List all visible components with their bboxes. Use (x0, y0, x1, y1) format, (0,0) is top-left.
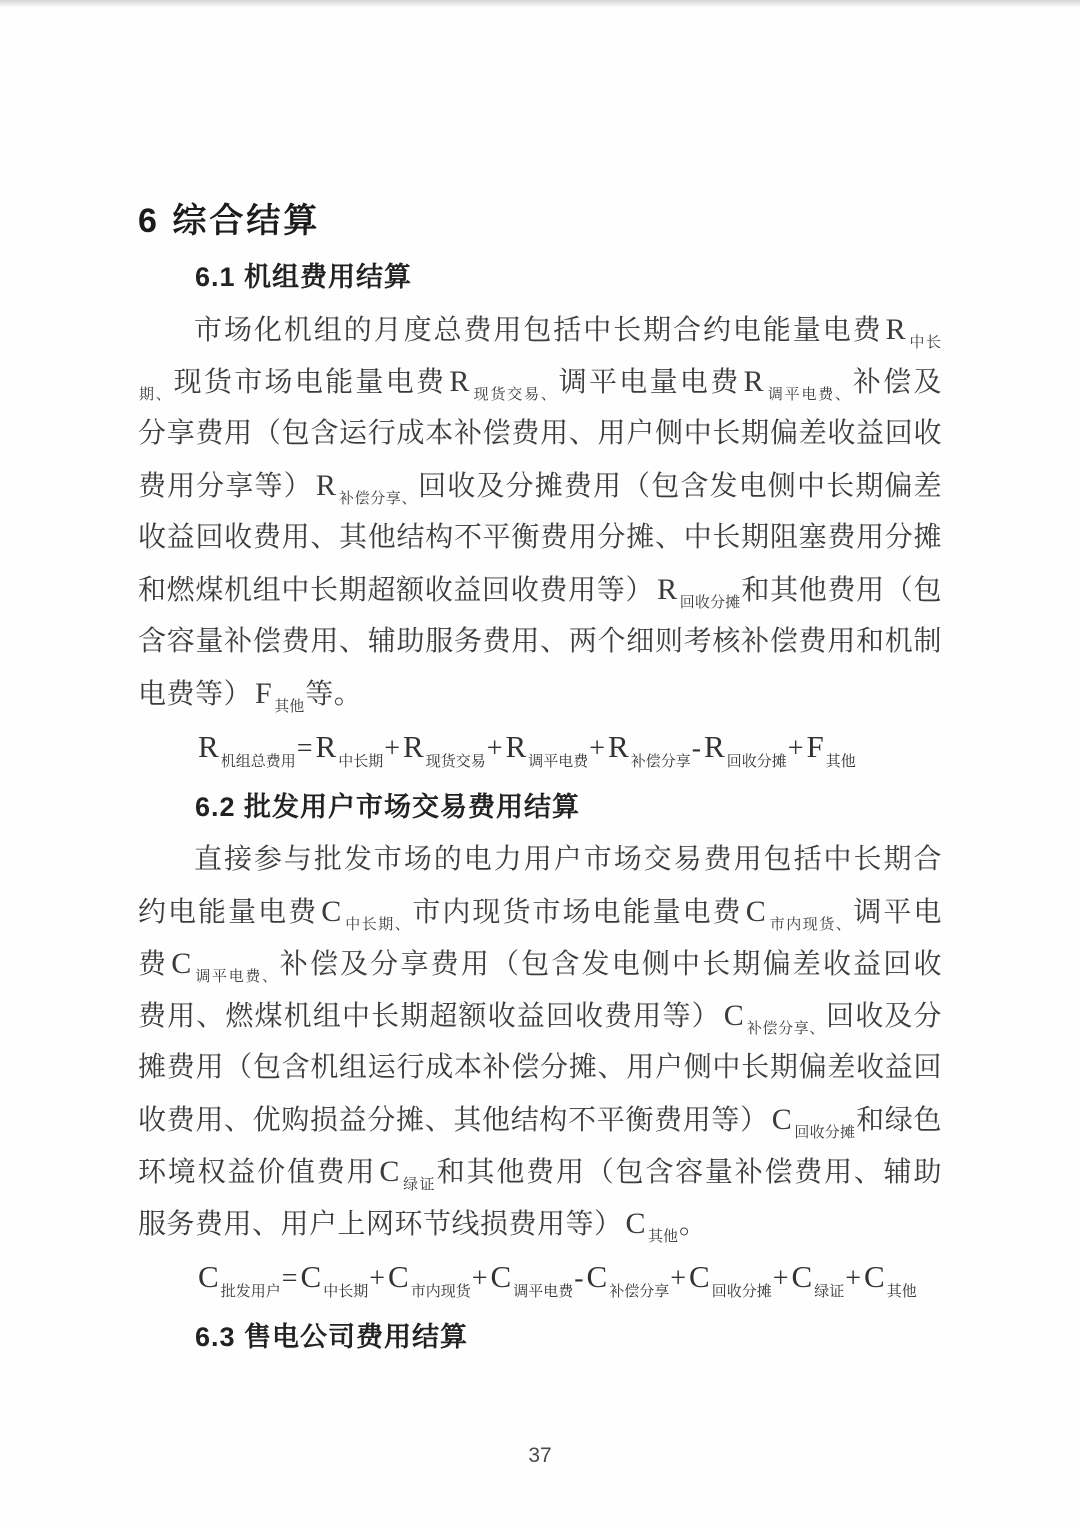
variable-subscript: 调平电费 (528, 754, 589, 770)
text-run: - (691, 733, 702, 764)
text-run: 收益回收费用、其他结构不平衡费用分摊、中长期阻塞费用分摊 (138, 522, 942, 553)
formula-variable: C (771, 1103, 793, 1136)
formula-variable: C (864, 1259, 885, 1294)
variable-subscript: 回收分摊 (711, 1284, 772, 1300)
text-line (138, 1042, 942, 1094)
text-line (138, 512, 942, 564)
formula-variable: F (255, 677, 273, 710)
variable-subscript: 调平电费 (513, 1284, 574, 1300)
text-run: 和燃煤机组中长期超额收益回收费用等） (138, 575, 655, 606)
text-line (138, 668, 942, 720)
formula-variable: R (608, 729, 629, 764)
section-6-2-heading: 6.2 批发用户市场交易费用结算 (195, 792, 581, 822)
variable-subscript: 期、 (139, 387, 173, 403)
variable-subscript: 绿证 (401, 1177, 436, 1193)
text-line (138, 990, 942, 1042)
text-run: 收费用、优购损益分摊、其他结构不平衡费用等） (138, 1105, 769, 1136)
text-run: + (772, 1263, 789, 1294)
text-run: + (369, 1263, 385, 1294)
formula-variable: R (403, 729, 424, 764)
text-line (138, 1198, 942, 1250)
page-number: 37 (528, 1444, 552, 1467)
variable-subscript: 补偿分享 (630, 754, 691, 770)
formula-variable: R (704, 729, 725, 764)
formula-variable: C (379, 1155, 400, 1188)
text-run: 环境权益价值费用 (138, 1157, 377, 1188)
variable-subscript: 批发用户 (220, 1284, 281, 1300)
formula-variable: C (586, 1259, 608, 1294)
variable-subscript: 市内现货、 (768, 917, 853, 933)
variable-subscript: 回收分摊 (726, 754, 787, 770)
formula-variable: C (625, 1207, 647, 1240)
text-line (138, 886, 942, 938)
text-run: 市场化机组的月度总费用包括中长期合约电能量电费 (194, 315, 883, 346)
text-run: + (845, 1263, 862, 1294)
section-6-1-paragraph (138, 304, 942, 720)
variable-subscript: 补偿分享 (609, 1284, 670, 1300)
variable-subscript: 市内现货 (410, 1284, 471, 1300)
variable-subscript: 现货交易 (425, 754, 486, 770)
text-run: 调平电量电费 (558, 367, 741, 398)
text-line (138, 938, 942, 990)
variable-subscript: 中长 (908, 335, 941, 351)
formula-variable: R (315, 469, 337, 502)
text-run: + (384, 733, 400, 764)
variable-subscript: 补偿分享、 (746, 1021, 826, 1037)
text-run: 调平电 (853, 897, 942, 928)
text-line (138, 834, 942, 886)
formula-variable: R (505, 729, 527, 764)
text-run: 直接参与批发市场的电力用户市场交易费用包括中长期合 (194, 844, 942, 875)
text-run: 分享费用（包含运行成本补偿费用、用户侧中长期偏差收益回收 (138, 418, 942, 449)
chapter-heading: 6 综合结算 (138, 202, 321, 240)
text-run: 补偿及分享费用（包含发电侧中长期偏差收益回收 (279, 949, 942, 980)
text-line (138, 460, 942, 512)
formula-variable: R (315, 729, 337, 764)
formula-variable: R (198, 729, 219, 764)
variable-subscript: 回收分摊 (794, 1125, 856, 1141)
formula-variable: R (743, 365, 765, 398)
formula-variable: C (388, 1259, 409, 1294)
variable-subscript: 中长期、 (343, 917, 412, 933)
text-line (138, 304, 942, 356)
text-run: 含容量补偿费用、辅助服务费用、两个细则考核补偿费用和机制 (138, 626, 942, 657)
text-run: 费用分享等） (138, 471, 313, 502)
text-run: 和绿色 (856, 1105, 942, 1136)
formula-variable: C (490, 1259, 512, 1294)
text-run: 费用、燃煤机组中长期超额收益回收费用等） (138, 1001, 721, 1032)
text-run: + (471, 1263, 488, 1294)
variable-subscript: 其他 (825, 754, 856, 770)
formula-variable: R (449, 365, 470, 398)
formula-variable: C (171, 947, 192, 980)
formula-variable: C (689, 1259, 710, 1294)
scan-edge-artifact (0, 0, 1080, 8)
variable-subscript: 现货交易、 (471, 387, 558, 403)
text-line (138, 356, 942, 408)
formula-variable: C (321, 895, 342, 928)
formula-variable: C (791, 1259, 813, 1294)
text-run: 补偿及 (852, 367, 942, 398)
formula-variable: C (198, 1259, 219, 1294)
text-run: 约电能量电费 (138, 897, 319, 928)
variable-subscript: 其他 (886, 1284, 917, 1300)
text-line (138, 564, 942, 616)
text-run: 服务费用、用户上网环节线损费用等） (138, 1209, 623, 1240)
variable-subscript: 中长期 (323, 1284, 369, 1300)
text-run: + (589, 733, 605, 764)
variable-subscript: 机组总费用 (220, 754, 296, 770)
text-line (138, 1094, 942, 1146)
text-line (138, 1146, 942, 1198)
text-run: + (787, 733, 804, 764)
text-line (138, 616, 942, 668)
variable-subscript: 其他 (648, 1229, 679, 1245)
document-body (138, 198, 942, 1364)
text-run: 摊费用（包含机组运行成本补偿分摊、用户侧中长期偏差收益回 (138, 1052, 942, 1083)
text-run: = (281, 1263, 298, 1294)
formula-variable: C (723, 999, 745, 1032)
variable-subscript: 中长期 (338, 754, 384, 770)
text-run: 和其他费用（包含容量补偿费用、辅助 (436, 1157, 942, 1188)
text-line (138, 408, 942, 460)
formula-variable: R (657, 573, 678, 606)
text-run: 回收及分 (826, 1001, 942, 1032)
unit-total-fee-formula (195, 720, 942, 774)
text-run: 费 (138, 949, 169, 980)
variable-subscript: 其他 (274, 699, 305, 715)
wholesale-user-fee-formula (195, 1250, 942, 1304)
formula-variable: C (745, 895, 767, 928)
text-run: 市内现货市场电能量电费 (412, 897, 743, 928)
text-run: 。 (679, 1209, 708, 1240)
formula-variable: R (885, 313, 907, 346)
text-run: + (486, 733, 503, 764)
text-run: - (574, 1263, 584, 1294)
variable-subscript: 回收分摊 (679, 595, 741, 611)
text-run: 电费等） (138, 679, 253, 710)
text-run: 和其他费用（包 (741, 575, 942, 606)
text-run: + (670, 1263, 687, 1294)
section-6-2-paragraph (138, 834, 942, 1250)
variable-subscript: 绿证 (814, 1284, 845, 1300)
variable-subscript: 调平电费、 (766, 387, 852, 403)
text-run: 等。 (305, 679, 363, 710)
formula-variable: C (300, 1259, 322, 1294)
variable-subscript: 调平电费、 (193, 969, 279, 985)
text-run: 回收及分摊费用（包含发电侧中长期偏差 (418, 471, 942, 502)
section-6-1-heading: 6.1 机组费用结算 (195, 262, 413, 292)
variable-subscript: 补偿分享、 (338, 491, 418, 507)
formula-variable: F (806, 729, 824, 764)
text-run: = (296, 733, 313, 764)
section-6-3-heading: 6.3 售电公司费用结算 (195, 1322, 469, 1352)
text-run: 现货市场电能量电费 (173, 367, 447, 398)
